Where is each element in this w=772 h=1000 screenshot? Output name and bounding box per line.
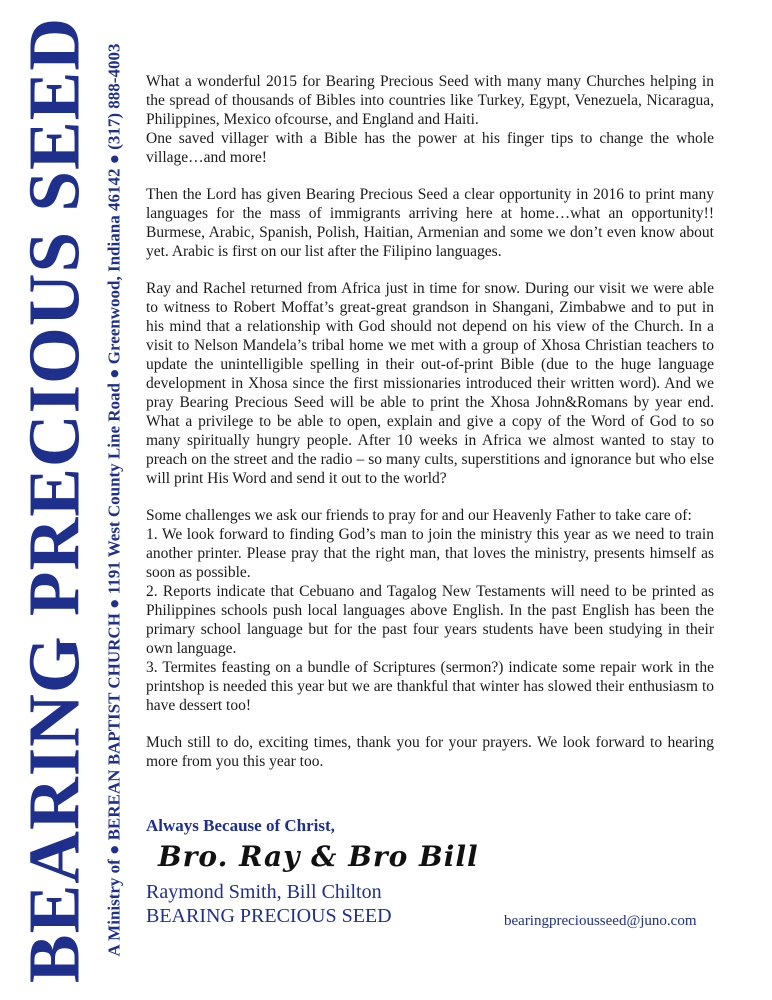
email-address: bearingpreciousseed@juno.com: [504, 913, 697, 929]
paragraph-2: Then the Lord has given Bearing Precious Seed a clear opportunity in 2016 to print many languages for the mass of immigrants arriving here at home…what an opportunity!! Burmese, Arabic, Spanish, Polish, Haitian, Armenian and some we don’t even know about yet. Arabic is first on our list after the Filipino languages.: [146, 186, 714, 260]
masthead-subtitle-band: [97, 43, 131, 957]
masthead-title-band: [13, 16, 95, 984]
prayer-item-2: 2. Reports indicate that Cebuano and Tagalog New Testaments will need to be printed as Philippines schools push local languages above English. In the past English has been the primary school language but for the past four years students have been studying in their own language.: [146, 583, 714, 657]
organization-name: BEARING PRECIOUS SEED: [146, 905, 392, 927]
paragraph-1b: One saved villager with a Bible has the power at his finger tips to change the whole village…and more!: [146, 130, 714, 166]
signatories-block: [146, 880, 392, 928]
signatory-names: Raymond Smith, Bill Chilton: [146, 881, 382, 903]
paragraph-3: Ray and Rachel returned from Africa just in time for snow. During our visit we were able to witness to Robert Moffat’s great-great grandson in Shangani, Zimbabwe and to put in his mind that a relationship with God should not depend on his view of the Church. In a visit to Nelson Mandela’s tribal home we met with a group of Xhosa Christian teachers to update the unintelligible spelling in their out-of-print Bible (due to the huge language development in Xhosa since the first missionaries introduced their written word). And we pray Bearing Precious Seed will be able to print the Xhosa John&Romans by year end. What a privilege to be able to open, explain and give a copy of the Word of God to so many spiritually hungry people. After 10 weeks in Africa we almost wanted to stay to preach on the street and the radio – so many cults, superstitions and ignorance but who else will print His Word and send it out to the world?: [146, 280, 714, 487]
paragraph-5: Much still to do, exciting times, thank you for your prayers. We look forward to hearing more from you this year too.: [146, 734, 714, 770]
paragraph-1: What a wonderful 2015 for Bearing Precious Seed with many many Churches helping in the spread of thousands of Bibles into countries like Turkey, Egypt, Venezuela, Nicaragua, Philippines, Mexico ofcourse, and England and Haiti.: [146, 73, 714, 128]
prayer-item-3: 3. Termites feasting on a bundle of Scriptures (sermon?) indicate some repair work in the printshop is needed this year but we are thankful that winter has slowed their enthusiasm to have dessert too!: [146, 659, 714, 714]
signature: Bro. Ray & Bro Bill: [158, 840, 479, 873]
masthead-title: BEARING PRECIOUS SEED: [13, 16, 95, 984]
paragraph-4-intro: Some challenges we ask our friends to pray for and our Heavenly Father to take care of:: [146, 507, 692, 524]
sign-off: Always Because of Christ,: [146, 816, 335, 835]
prayer-item-1: 1. We look forward to finding God’s man to join the ministry this year as we need to train another printer. Please pray that the right man, that loves the ministry, presents himself as soon as possible.: [146, 526, 714, 581]
masthead-subtitle: A Ministry of ● BEREAN BAPTIST CHURCH ● 1191 West County Line Road ● Greenwood, Indiana 46142 ● (317) 888-4003: [104, 43, 124, 957]
letter-body: [146, 72, 714, 789]
